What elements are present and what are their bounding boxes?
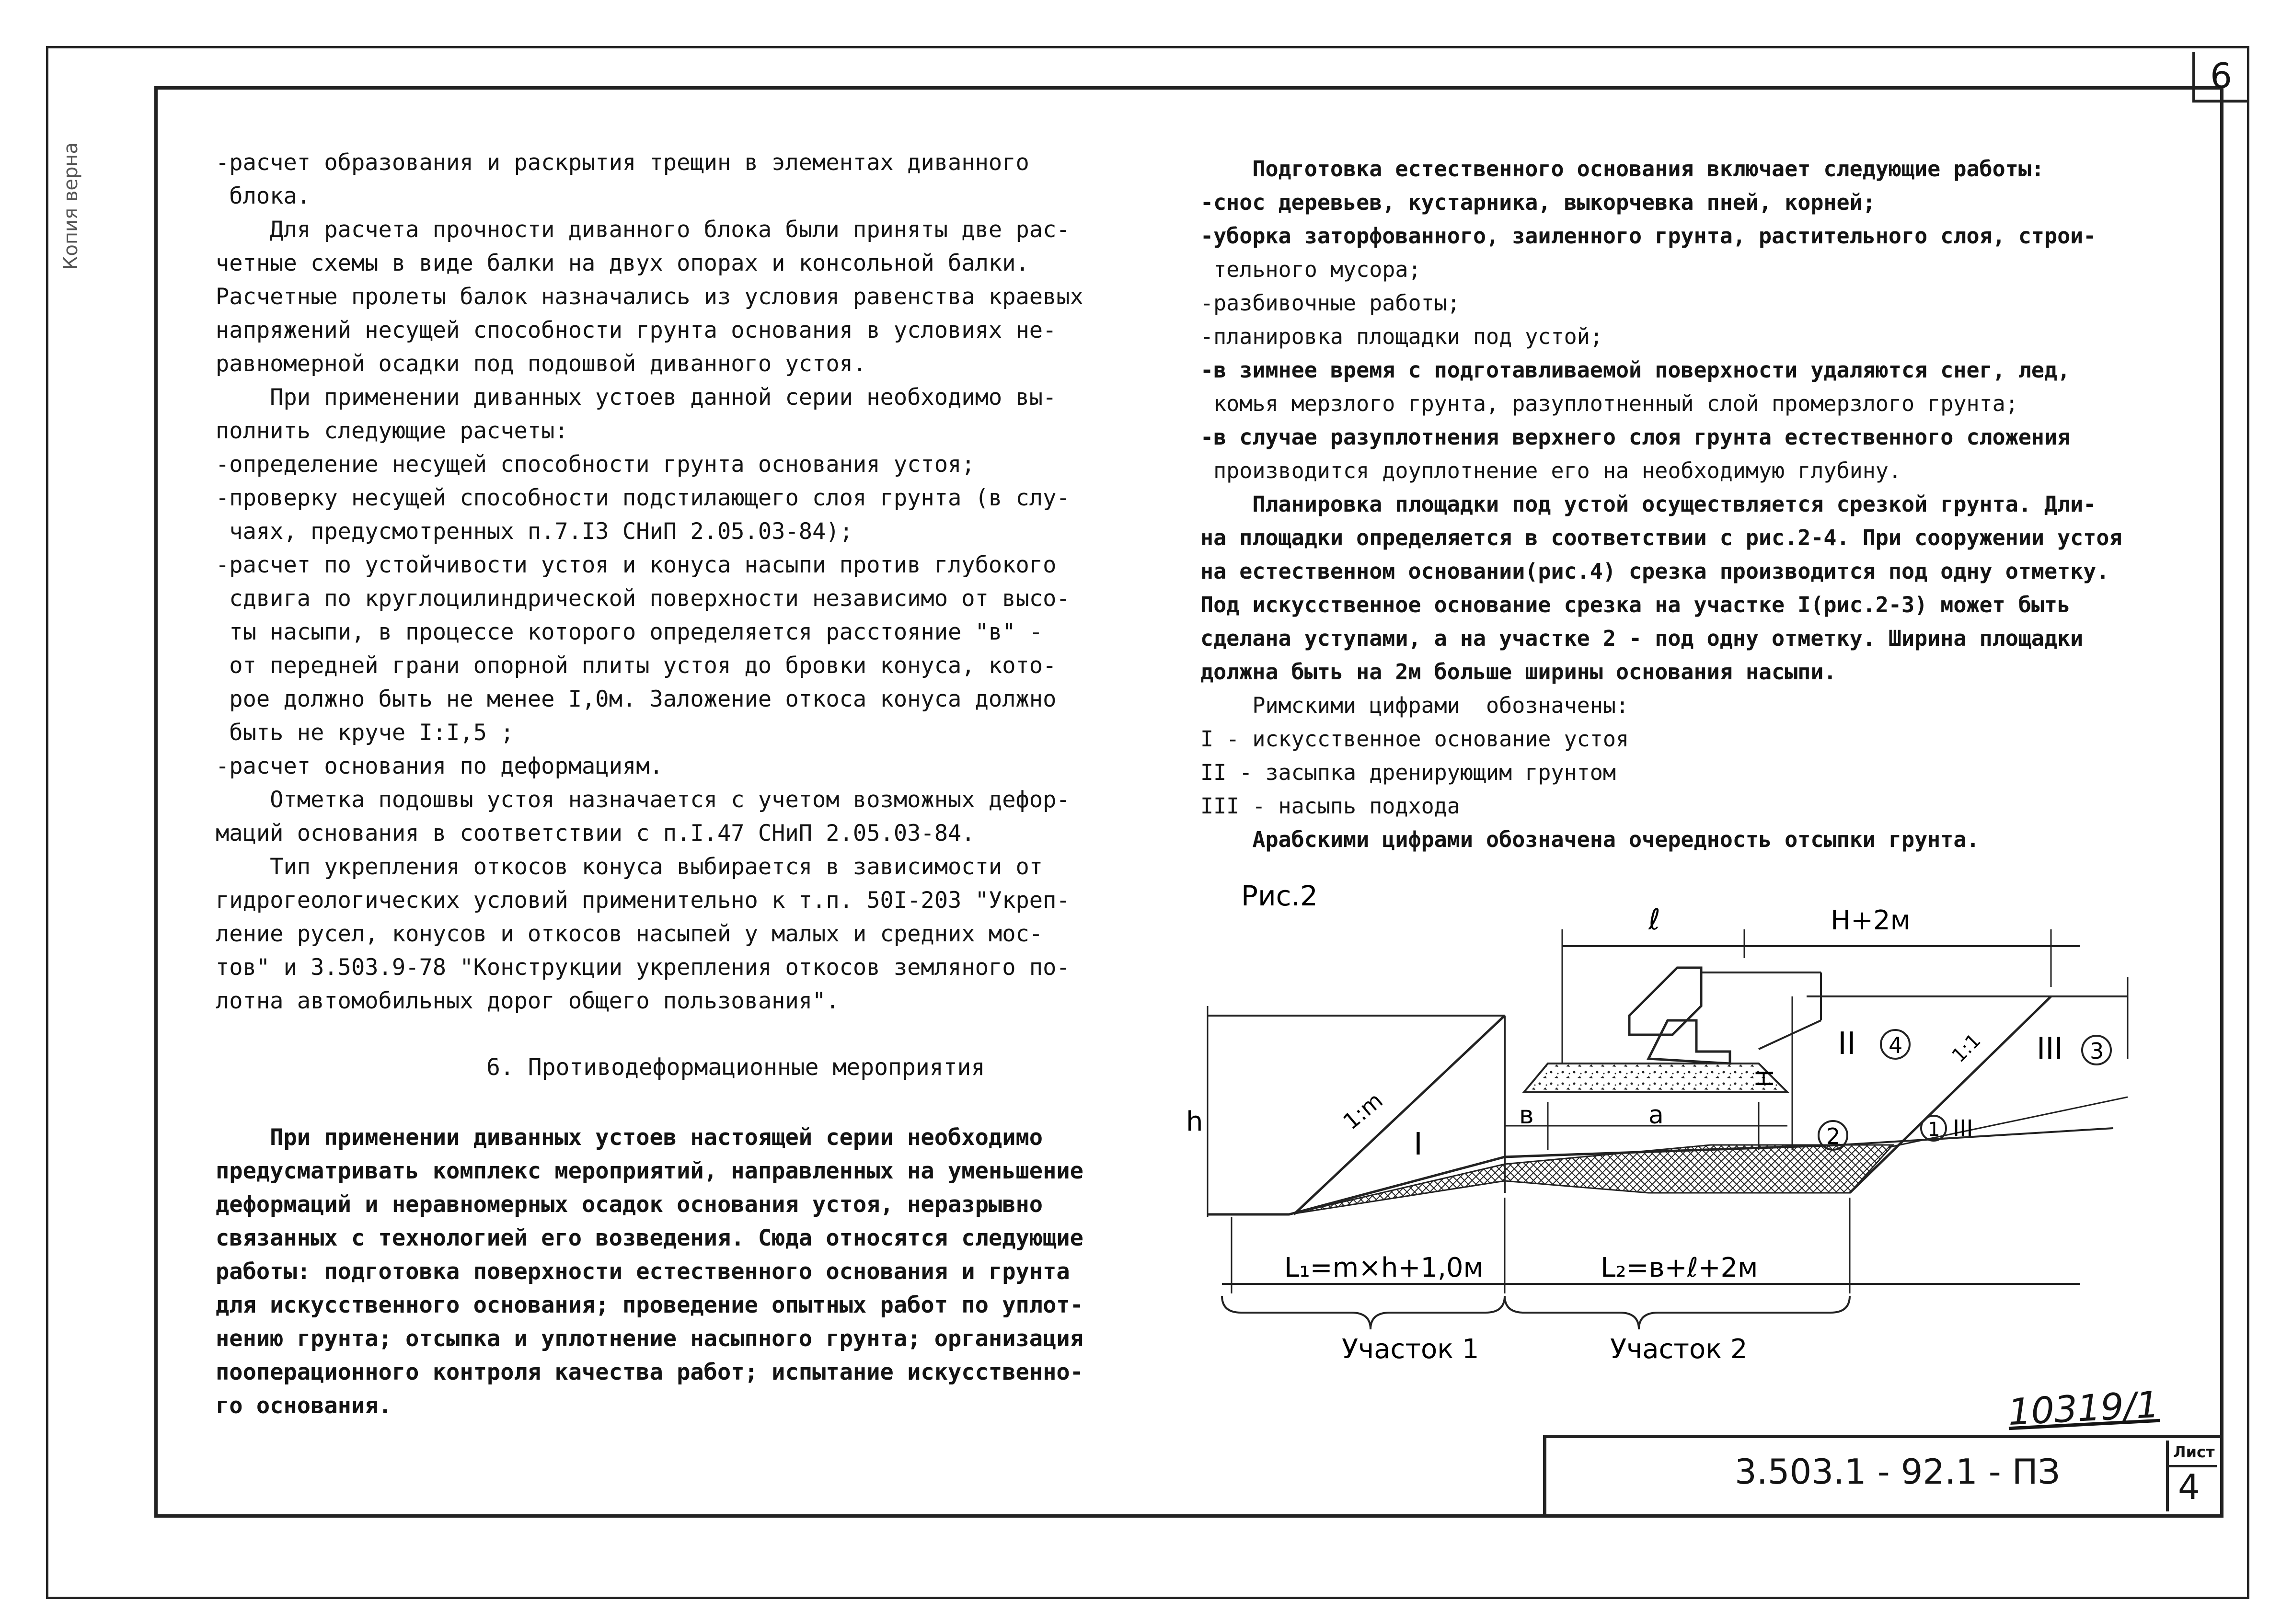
brace-section-2 xyxy=(1505,1296,1850,1329)
text-line: полнить следующие расчеты: xyxy=(216,418,568,444)
cut-layer-right xyxy=(1505,1145,1893,1193)
ground-line-right xyxy=(1840,1128,2113,1145)
text-line: -расчет по устойчивости устоя и конуса насыпи против глубокого xyxy=(216,552,1057,578)
section-1-label: Участок 1 xyxy=(1342,1334,1479,1365)
text-line: нению грунта; отсыпка и уплотнение насыпного грунта; организация xyxy=(216,1326,1083,1352)
text-line: Планировка площадки под устой осуществляется срезкой грунта. Дли- xyxy=(1200,492,2097,517)
text-line: маций основания в соответствии с п.I.47 СНиП 2.05.03-84. xyxy=(216,820,975,846)
text-line: тельного мусора; xyxy=(1200,257,1421,282)
text-line: производится доуплотнение его на необходимую глубину. xyxy=(1200,458,1901,483)
slope-1m-label: 1:m xyxy=(1338,1087,1388,1135)
text-line: -в зимнее время с подготавливаемой поверхности удаляются снег, лед, xyxy=(1200,357,2071,383)
text-line: на естественном основании(рис.4) срезка производится под одну отметку. xyxy=(1200,559,2109,584)
dim-H-label: H xyxy=(1751,1069,1779,1087)
text-line: блока. xyxy=(216,183,311,209)
abutment-seat xyxy=(1648,1020,1730,1064)
order-3-label: 3 xyxy=(2090,1038,2104,1064)
text-line: II - засыпка дренирующим грунтом xyxy=(1200,760,1616,785)
inventory-number: 10319/1 xyxy=(2006,1383,2160,1434)
drain-slope xyxy=(1850,996,2051,1193)
text-line: -в случае разуплотнения верхнего слоя грунта естественного сложения xyxy=(1200,424,2071,450)
text-line: Римскими цифрами обозначены: xyxy=(1200,693,1629,718)
text-line: лотна автомобильных дорог общего пользования". xyxy=(216,988,840,1014)
text-line: Отметка подошвы устоя назначается с учетом возможных дефор- xyxy=(216,787,1070,813)
text-line: для искусственного основания; проведение опытных работ по уплот- xyxy=(216,1292,1083,1318)
section-heading: 6. Противодеформационные мероприятия xyxy=(486,1054,985,1081)
zone-III-base xyxy=(1888,1097,2128,1147)
text-line: деформаций и неравномерных осадок основания устоя, неразрывно xyxy=(216,1191,1043,1218)
text-line: -разбивочные работы; xyxy=(1200,290,1460,316)
text-line: сделана уступами, а на участке 2 - под одну отметку. Ширина площадки xyxy=(1200,626,2084,651)
figure-2 xyxy=(1169,862,2176,1365)
text-line: Арабскими цифрами обозначена очередность отсыпки грунта. xyxy=(1200,827,1980,852)
text-line: от передней грани опорной плиты устоя до бровки конуса, кото- xyxy=(216,652,1057,679)
text-line: предусматривать комплекс мероприятий, направленных на уменьшение xyxy=(216,1158,1083,1184)
section-2-label: Участок 2 xyxy=(1610,1334,1748,1365)
text-line: -проверку несущей способности подстилающего слоя грунта (в слу- xyxy=(216,485,1070,511)
text-line: пооперационного контроля качества работ; испытание искусственно- xyxy=(216,1359,1083,1385)
text-line: Расчетные пролеты балок назначались из условия равенства краевых xyxy=(216,284,1083,310)
text-line: работы: подготовка поверхности естественного основания и грунта xyxy=(216,1258,1070,1285)
zone-II-label: II xyxy=(1838,1026,1856,1062)
L2-label: L₂=в+ℓ+2м xyxy=(1601,1252,1758,1283)
text-line: сдвига по круглоцилиндрической поверхности независимо от высо- xyxy=(216,585,1070,612)
text-line: ление русел, конусов и откосов насыпей у малых и средних мос- xyxy=(216,921,1043,947)
zone-III-small-label: III xyxy=(1953,1115,1973,1142)
text-line: должна быть на 2м больше ширины основания насыпи. xyxy=(1200,659,1837,685)
text-line: I - искусственное основание устоя xyxy=(1200,726,1629,752)
text-line: комья мерзлого грунта, разуплотненный слой промерзлого грунта; xyxy=(1200,391,2018,416)
brace-section-1 xyxy=(1222,1296,1505,1329)
text-line: -расчет образования и раскрытия трещин в элементах диванного xyxy=(216,149,1029,176)
text-line: равномерной осадки под подошвой диванного устоя. xyxy=(216,351,867,377)
text-line: четные схемы в виде балки на двух опорах и консольной балки. xyxy=(216,250,1029,276)
document-code: 3.503.1 - 92.1 - ПЗ xyxy=(1735,1452,2060,1492)
zone-I-label: I xyxy=(1414,1127,1423,1162)
sheet-label: Лист xyxy=(2173,1443,2215,1461)
text-line: чаях, предусмотренных п.7.I3 СНиП 2.05.03-84); xyxy=(216,518,853,545)
figure-caption: Рис.2 xyxy=(1241,880,1318,912)
dim-l-label: ℓ xyxy=(1648,903,1660,937)
text-line: ты насыпи, в процессе которого определяется расстояние "в" - xyxy=(216,619,1043,645)
dim-b-label: в xyxy=(1519,1101,1534,1130)
text-line: гидрогеологических условий применительно к т.п. 50I-203 "Укреп- xyxy=(216,887,1070,914)
order-4-label: 4 xyxy=(1889,1032,1903,1058)
dim-a-label: a xyxy=(1648,1101,1664,1130)
text-line: связанных с технологией его возведения. Сюда относятся следующие xyxy=(216,1225,1083,1251)
text-line: При применении диванных устоев настоящей серии необходимо xyxy=(216,1124,1043,1151)
L1-label: L₁=m×h+1,0м xyxy=(1284,1252,1484,1283)
text-line: -расчет основания по деформациям. xyxy=(216,753,663,779)
text-line: на площадки определяется в соответствии с рис.2-4. При сооружении устоя xyxy=(1200,525,2122,550)
side-stamp: Копия верна xyxy=(60,142,82,270)
text-line: напряжений несущей способности грунта основания в условиях не- xyxy=(216,317,1057,343)
figure-2-drawing xyxy=(1169,862,2176,1365)
text-line: рое должно быть не менее I,0м. Заложение откоса конуса должно xyxy=(216,686,1057,712)
slope-11-label: 1:1 xyxy=(1947,1029,1985,1067)
text-line: го основания. xyxy=(216,1393,392,1419)
order-1-label: 1 xyxy=(1928,1119,1940,1141)
text-line: Подготовка естественного основания включает следующие работы: xyxy=(1200,156,2044,182)
order-2-label: 2 xyxy=(1826,1123,1841,1149)
dim-h2-label: H+2м xyxy=(1831,905,1911,936)
text-line: -определение несущей способности грунта основания устоя; xyxy=(216,451,975,478)
text-line: Тип укрепления откосов конуса выбирается в зависимости от xyxy=(216,854,1043,880)
text-line: тов" и 3.503.9-78 "Конструкции укрепления откосов земляного по- xyxy=(216,954,1070,981)
gravel-footing xyxy=(1524,1064,1787,1092)
sheet-number: 4 xyxy=(2178,1467,2200,1507)
text-line: быть не круче I:I,5 ; xyxy=(216,720,514,746)
top-sheet-number: 6 xyxy=(2192,52,2247,103)
zone-III-label: III xyxy=(2037,1031,2063,1066)
text-line: -уборка заторфованного, заиленного грунта, растительного слоя, строи- xyxy=(1200,223,2097,249)
text-line: -снос деревьев, кустарника, выкорчевка пней, корней; xyxy=(1200,190,1876,215)
text-line: Для расчета прочности диванного блока были приняты две рас- xyxy=(216,217,1070,243)
text-line: При применении диванных устоев данной серии необходимо вы- xyxy=(216,384,1057,411)
text-line: III - насыпь подхода xyxy=(1200,793,1460,819)
dim-h-label: h xyxy=(1186,1106,1203,1137)
text-line: -планировка площадки под устой; xyxy=(1200,324,1603,349)
text-line: Под искусственное основание срезка на участке I(рис.2-3) может быть xyxy=(1200,592,2071,618)
